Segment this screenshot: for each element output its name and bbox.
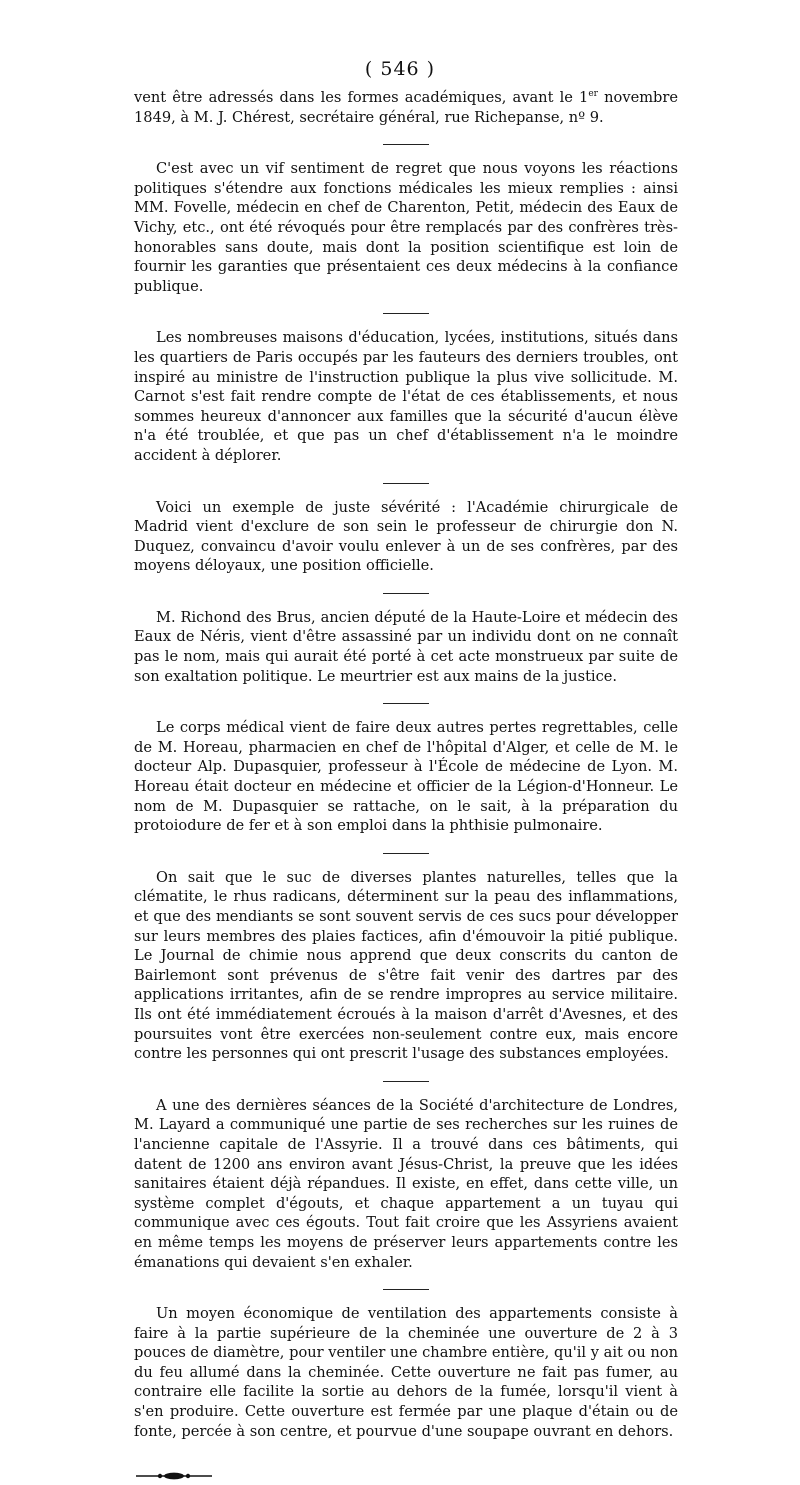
intro-text-start: vent être adressés dans les formes académiques, avant le 1: [134, 89, 589, 106]
separator-rule: [383, 144, 429, 145]
text-column: [134, 88, 678, 1485]
separator-rule: [383, 853, 429, 854]
paragraph-ventilation: Un moyen économique de ventilation des appartements consiste à faire à la partie supérieure de la cheminée une ouverture de 2 à 3 pouces de diamètre, pour ventiler une chambre entière, qu'il y ait ou non du feu allumé dans la cheminée. Cette ouverture ne fait pas fumer, au contraire elle facilite la sortie au dehors de la fumée, lorsqu'il vient à s'en produire. Cette ouverture est fermée par une plaque d'étain ou de fonte, percée à son centre, et pourvue d'une soupape ouvrant en dehors.: [134, 1305, 678, 1440]
intro-superscript: er: [588, 89, 598, 100]
separator-rule: [383, 1081, 429, 1082]
separator-rule: [383, 1289, 429, 1290]
page-number: ( 546 ): [364, 58, 436, 80]
paragraph-societe-architecture: A une des dernières séances de la Société d'architecture de Londres, M. Layard a communiqué une partie de ses recherches sur les ruines de l'ancienne capitale de l'Assyrie. Il a trouvé dans ces bâtiments, qui datent de 1200 ans environ avant Jésus-Christ, la preuve que les idées sanitaires étaient déjà répandues. Il existe, en effet, dans cette ville, un système complet d'égouts, et chaque appartement a un tuyau qui communique avec ces égouts. Tout fait croire que les Assyriens avaient en même temps les moyens de préserver leurs appartements contre les émanations qui devaient s'en exhaler.: [134, 1096, 678, 1271]
paragraph-richond-des-brus: M. Richond des Brus, ancien député de la Haute-Loire et médecin des Eaux de Néris, vient d'être assassiné par un individu dont on ne connaît pas le nom, mais qui aurait été porté à cet acte monstrueux par suite de son exaltation politique. Le meurtrier est aux mains de la justice.: [134, 608, 678, 685]
paragraph-maisons-education: Les nombreuses maisons d'éducation, lycées, institutions, situés dans les quartiers de Paris occupés par les fauteurs des derniers troubles, ont inspiré au ministre de l'instruction publique la plus vive sollicitude. M. Carnot s'est fait rendre compte de l'état de ces établissements, et nous sommes heureux d'annoncer aux familles que la sécurité d'aucun élève n'a été troublée, et que pas un chef d'établissement n'a le moindre accident à déplorer.: [134, 329, 678, 464]
paragraph-reactions-politiques: C'est avec un vif sentiment de regret que nous voyons les réactions politiques s'étendre aux fonctions médicales les mieux remplies : ainsi MM. Fovelle, médecin en chef de Charenton, Petit, médecin des Eaux de Vichy, etc., ont été révoqués pour être remplacés par des confrères très-honorables sans doute, mais dont la position scientifique est loin de fournir les garanties que présentaient ces deux médecins à la confiance publique.: [134, 160, 678, 295]
intro-text-end: novembre 1849, à M. J. Chérest, secrétaire général, rue Richepanse, nº 9.: [134, 89, 679, 126]
separator-rule: [383, 703, 429, 704]
separator-rule: [383, 483, 429, 484]
separator-rule: [383, 313, 429, 314]
paragraph-academie-madrid: Voici un exemple de juste sévérité : l'Académie chirurgicale de Madrid vient d'exclure de son sein le professeur de chirurgie don N. Duquez, convaincu d'avoir voulu enlever à un de ses confrères, par des moyens déloyaux, une position officielle.: [134, 498, 678, 575]
end-ornament: [134, 1471, 214, 1481]
separator-rule: [383, 593, 429, 594]
paragraph-suc-des-plantes: On sait que le suc de diverses plantes naturelles, telles que la clématite, le rhus radicans, déterminent sur la peau des inflammations, et que des mendiants se sont souvent servis de ces sucs pour développer sur leurs membres des plaies factices, afin d'émouvoir la pitié publique. Le Journal de chimie nous apprend que deux conscrits du canton de Bairlemont sont prévenus de s'être fait venir des dartres par des applications irritantes, afin de se rendre impropres au service militaire. Ils ont été immédiatement écroués à la maison d'arrêt d'Avesnes, et des poursuites vont être exercées non-seulement contre eux, mais encore contre les personnes qui ont prescrit l'usage des substances employées.: [134, 868, 678, 1063]
paragraph-pertes-regrettables: Le corps médical vient de faire deux autres pertes regrettables, celle de M. Horeau, pharmacien en chef de l'hôpital d'Alger, et celle de M. le docteur Alp. Dupasquier, professeur à l'École de médecine de Lyon. M. Horeau était docteur en médecine et officier de la Légion-d'Honneur. Le nom de M. Dupasquier se rattache, on le sait, à la préparation du protoiodure de fer et à son emploi dans la phthisie pulmonaire.: [134, 719, 678, 835]
intro-paragraph: [134, 88, 678, 127]
